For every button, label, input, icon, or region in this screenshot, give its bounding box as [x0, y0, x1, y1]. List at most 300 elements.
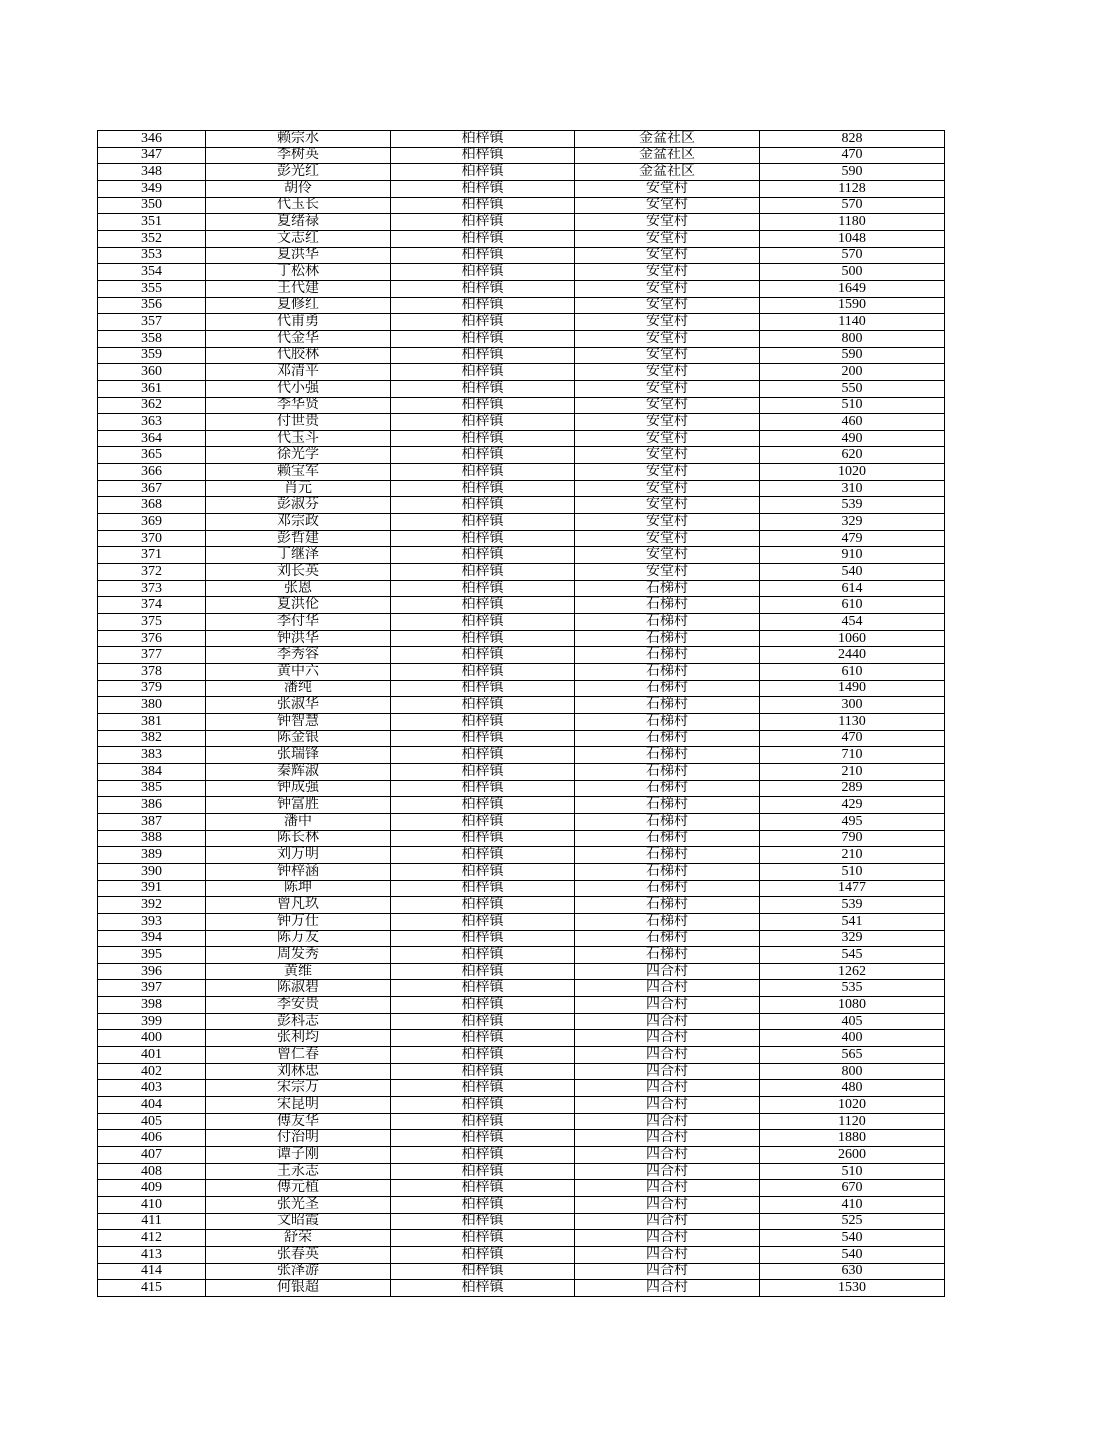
name-cell: 文志红	[206, 230, 391, 247]
town-cell: 柏梓镇	[391, 230, 575, 247]
town-cell: 柏梓镇	[391, 580, 575, 597]
village-cell: 安堂村	[575, 380, 760, 397]
name-cell: 肖元	[206, 480, 391, 497]
village-cell: 安堂村	[575, 214, 760, 231]
row-number-cell: 367	[98, 480, 206, 497]
village-cell: 四合村	[575, 1280, 760, 1297]
name-cell: 李安贵	[206, 997, 391, 1014]
amount-cell: 1649	[760, 280, 945, 297]
name-cell: 代金华	[206, 330, 391, 347]
town-cell: 柏梓镇	[391, 397, 575, 414]
name-cell: 代甫勇	[206, 314, 391, 331]
name-cell: 李华贤	[206, 397, 391, 414]
village-cell: 石梯村	[575, 813, 760, 830]
town-cell: 柏梓镇	[391, 780, 575, 797]
village-cell: 安堂村	[575, 397, 760, 414]
town-cell: 柏梓镇	[391, 614, 575, 631]
village-cell: 安堂村	[575, 180, 760, 197]
village-cell: 四合村	[575, 963, 760, 980]
row-number-cell: 352	[98, 230, 206, 247]
row-number-cell: 398	[98, 997, 206, 1014]
village-cell: 安堂村	[575, 464, 760, 481]
row-number-cell: 364	[98, 430, 206, 447]
table-row	[98, 280, 945, 297]
town-cell: 柏梓镇	[391, 480, 575, 497]
town-cell: 柏梓镇	[391, 147, 575, 164]
amount-cell: 800	[760, 330, 945, 347]
table-row	[98, 230, 945, 247]
row-number-cell: 391	[98, 880, 206, 897]
table-row	[98, 780, 945, 797]
amount-cell: 525	[760, 1213, 945, 1230]
town-cell: 柏梓镇	[391, 264, 575, 281]
town-cell: 柏梓镇	[391, 1163, 575, 1180]
town-cell: 柏梓镇	[391, 1130, 575, 1147]
town-cell: 柏梓镇	[391, 1246, 575, 1263]
village-cell: 安堂村	[575, 314, 760, 331]
row-number-cell: 409	[98, 1180, 206, 1197]
table-row	[98, 364, 945, 381]
village-cell: 石梯村	[575, 880, 760, 897]
row-number-cell: 397	[98, 980, 206, 997]
name-cell: 刘林忠	[206, 1063, 391, 1080]
town-cell: 柏梓镇	[391, 297, 575, 314]
village-cell: 石梯村	[575, 780, 760, 797]
town-cell: 柏梓镇	[391, 164, 575, 181]
amount-cell: 610	[760, 597, 945, 614]
row-number-cell: 362	[98, 397, 206, 414]
name-cell: 陈淑碧	[206, 980, 391, 997]
village-cell: 安堂村	[575, 280, 760, 297]
name-cell: 舒荣	[206, 1230, 391, 1247]
town-cell: 柏梓镇	[391, 414, 575, 431]
amount-cell: 510	[760, 863, 945, 880]
name-cell: 王代建	[206, 280, 391, 297]
row-number-cell: 411	[98, 1213, 206, 1230]
row-number-cell: 406	[98, 1130, 206, 1147]
row-number-cell: 401	[98, 1047, 206, 1064]
town-cell: 柏梓镇	[391, 1097, 575, 1114]
village-cell: 安堂村	[575, 430, 760, 447]
table-row	[98, 614, 945, 631]
amount-cell: 670	[760, 1180, 945, 1197]
name-cell: 李秀容	[206, 647, 391, 664]
name-cell: 何银超	[206, 1280, 391, 1297]
table-row	[98, 947, 945, 964]
village-cell: 四合村	[575, 1130, 760, 1147]
amount-cell: 2600	[760, 1147, 945, 1164]
row-number-cell: 399	[98, 1013, 206, 1030]
village-cell: 石梯村	[575, 897, 760, 914]
name-cell: 秦辉淑	[206, 763, 391, 780]
amount-cell: 1020	[760, 1097, 945, 1114]
town-cell: 柏梓镇	[391, 797, 575, 814]
village-cell: 安堂村	[575, 414, 760, 431]
town-cell: 柏梓镇	[391, 647, 575, 664]
town-cell: 柏梓镇	[391, 1113, 575, 1130]
town-cell: 柏梓镇	[391, 830, 575, 847]
table-row	[98, 1097, 945, 1114]
row-number-cell: 395	[98, 947, 206, 964]
name-cell: 张光圣	[206, 1197, 391, 1214]
village-cell: 四合村	[575, 1197, 760, 1214]
table-row	[98, 1130, 945, 1147]
town-cell: 柏梓镇	[391, 763, 575, 780]
amount-cell: 289	[760, 780, 945, 797]
amount-cell: 540	[760, 1246, 945, 1263]
village-cell: 石梯村	[575, 863, 760, 880]
name-cell: 张泽游	[206, 1263, 391, 1280]
amount-cell: 1048	[760, 230, 945, 247]
table-row	[98, 314, 945, 331]
amount-cell: 1880	[760, 1130, 945, 1147]
town-cell: 柏梓镇	[391, 997, 575, 1014]
town-cell: 柏梓镇	[391, 330, 575, 347]
amount-cell: 620	[760, 447, 945, 464]
town-cell: 柏梓镇	[391, 664, 575, 681]
name-cell: 彭光红	[206, 164, 391, 181]
row-number-cell: 412	[98, 1230, 206, 1247]
table-row	[98, 380, 945, 397]
amount-cell: 540	[760, 564, 945, 581]
village-cell: 石梯村	[575, 847, 760, 864]
table-row	[98, 214, 945, 231]
town-cell: 柏梓镇	[391, 1063, 575, 1080]
village-cell: 安堂村	[575, 264, 760, 281]
row-number-cell: 354	[98, 264, 206, 281]
table-row	[98, 330, 945, 347]
name-cell: 夏修红	[206, 297, 391, 314]
village-cell: 石梯村	[575, 730, 760, 747]
amount-cell: 310	[760, 480, 945, 497]
amount-cell: 710	[760, 747, 945, 764]
village-cell: 四合村	[575, 1063, 760, 1080]
row-number-cell: 382	[98, 730, 206, 747]
row-number-cell: 359	[98, 347, 206, 364]
row-number-cell: 366	[98, 464, 206, 481]
row-number-cell: 348	[98, 164, 206, 181]
village-cell: 四合村	[575, 1213, 760, 1230]
name-cell: 赖宗水	[206, 131, 391, 148]
row-number-cell: 370	[98, 530, 206, 547]
table-row	[98, 997, 945, 1014]
table-row	[98, 813, 945, 830]
amount-cell: 480	[760, 1080, 945, 1097]
amount-cell: 210	[760, 847, 945, 864]
row-number-cell: 357	[98, 314, 206, 331]
table-row	[98, 680, 945, 697]
row-number-cell: 346	[98, 131, 206, 148]
row-number-cell: 373	[98, 580, 206, 597]
table-row	[98, 430, 945, 447]
row-number-cell: 378	[98, 664, 206, 681]
town-cell: 柏梓镇	[391, 280, 575, 297]
table-row	[98, 397, 945, 414]
town-cell: 柏梓镇	[391, 514, 575, 531]
name-cell: 夏洪华	[206, 247, 391, 264]
name-cell: 王永志	[206, 1163, 391, 1180]
name-cell: 钟成强	[206, 780, 391, 797]
village-cell: 四合村	[575, 1147, 760, 1164]
row-number-cell: 355	[98, 280, 206, 297]
row-number-cell: 405	[98, 1113, 206, 1130]
village-cell: 安堂村	[575, 497, 760, 514]
village-cell: 石梯村	[575, 697, 760, 714]
town-cell: 柏梓镇	[391, 947, 575, 964]
row-number-cell: 377	[98, 647, 206, 664]
amount-cell: 1262	[760, 963, 945, 980]
town-cell: 柏梓镇	[391, 713, 575, 730]
table-row	[98, 180, 945, 197]
row-number-cell: 347	[98, 147, 206, 164]
town-cell: 柏梓镇	[391, 697, 575, 714]
table-row	[98, 913, 945, 930]
amount-cell: 329	[760, 930, 945, 947]
town-cell: 柏梓镇	[391, 913, 575, 930]
amount-cell: 1060	[760, 630, 945, 647]
town-cell: 柏梓镇	[391, 963, 575, 980]
row-number-cell: 410	[98, 1197, 206, 1214]
amount-cell: 329	[760, 514, 945, 531]
town-cell: 柏梓镇	[391, 1013, 575, 1030]
table-row	[98, 497, 945, 514]
amount-cell: 460	[760, 414, 945, 431]
town-cell: 柏梓镇	[391, 880, 575, 897]
town-cell: 柏梓镇	[391, 747, 575, 764]
row-number-cell: 351	[98, 214, 206, 231]
amount-cell: 479	[760, 530, 945, 547]
table-row	[98, 1013, 945, 1030]
name-cell: 刘万明	[206, 847, 391, 864]
town-cell: 柏梓镇	[391, 980, 575, 997]
name-cell: 钟智慧	[206, 713, 391, 730]
row-number-cell: 363	[98, 414, 206, 431]
village-cell: 石梯村	[575, 614, 760, 631]
table-row	[98, 664, 945, 681]
amount-cell: 910	[760, 547, 945, 564]
village-cell: 安堂村	[575, 564, 760, 581]
name-cell: 代小强	[206, 380, 391, 397]
village-cell: 安堂村	[575, 480, 760, 497]
village-cell: 安堂村	[575, 514, 760, 531]
village-cell: 四合村	[575, 1163, 760, 1180]
row-number-cell: 349	[98, 180, 206, 197]
amount-cell: 510	[760, 1163, 945, 1180]
name-cell: 黄中六	[206, 664, 391, 681]
village-cell: 石梯村	[575, 797, 760, 814]
town-cell: 柏梓镇	[391, 863, 575, 880]
row-number-cell: 360	[98, 364, 206, 381]
amount-cell: 1130	[760, 713, 945, 730]
name-cell: 夏洪伦	[206, 597, 391, 614]
town-cell: 柏梓镇	[391, 1263, 575, 1280]
town-cell: 柏梓镇	[391, 597, 575, 614]
table-row	[98, 1147, 945, 1164]
village-cell: 石梯村	[575, 647, 760, 664]
name-cell: 张春英	[206, 1246, 391, 1263]
amount-cell: 1530	[760, 1280, 945, 1297]
row-number-cell: 386	[98, 797, 206, 814]
name-cell: 张瑞锋	[206, 747, 391, 764]
town-cell: 柏梓镇	[391, 730, 575, 747]
name-cell: 宋宗万	[206, 1080, 391, 1097]
table-row	[98, 414, 945, 431]
name-cell: 周发秀	[206, 947, 391, 964]
village-cell: 四合村	[575, 1246, 760, 1263]
name-cell: 黄维	[206, 963, 391, 980]
name-cell: 曾仁春	[206, 1047, 391, 1064]
row-number-cell: 361	[98, 380, 206, 397]
village-cell: 金盆社区	[575, 164, 760, 181]
village-cell: 四合村	[575, 980, 760, 997]
town-cell: 柏梓镇	[391, 497, 575, 514]
village-cell: 石梯村	[575, 930, 760, 947]
name-cell: 宋昆明	[206, 1097, 391, 1114]
village-cell: 四合村	[575, 1097, 760, 1114]
amount-cell: 828	[760, 131, 945, 148]
amount-cell: 500	[760, 264, 945, 281]
row-number-cell: 353	[98, 247, 206, 264]
amount-cell: 800	[760, 1063, 945, 1080]
amount-cell: 614	[760, 580, 945, 597]
amount-cell: 535	[760, 980, 945, 997]
village-cell: 四合村	[575, 1180, 760, 1197]
village-cell: 金盆社区	[575, 131, 760, 148]
table-row	[98, 447, 945, 464]
row-number-cell: 385	[98, 780, 206, 797]
row-number-cell: 414	[98, 1263, 206, 1280]
town-cell: 柏梓镇	[391, 247, 575, 264]
table-row	[98, 247, 945, 264]
table-row	[98, 1263, 945, 1280]
row-number-cell: 392	[98, 897, 206, 914]
town-cell: 柏梓镇	[391, 897, 575, 914]
amount-cell: 300	[760, 697, 945, 714]
village-cell: 安堂村	[575, 330, 760, 347]
table-row	[98, 1280, 945, 1297]
row-number-cell: 390	[98, 863, 206, 880]
town-cell: 柏梓镇	[391, 380, 575, 397]
table-row	[98, 1047, 945, 1064]
name-cell: 彭科志	[206, 1013, 391, 1030]
row-number-cell: 376	[98, 630, 206, 647]
name-cell: 潘中	[206, 813, 391, 830]
town-cell: 柏梓镇	[391, 430, 575, 447]
table-row	[98, 1230, 945, 1247]
village-cell: 安堂村	[575, 347, 760, 364]
row-number-cell: 358	[98, 330, 206, 347]
name-cell: 丁继泽	[206, 547, 391, 564]
amount-cell: 200	[760, 364, 945, 381]
amount-cell: 570	[760, 197, 945, 214]
name-cell: 邓宗政	[206, 514, 391, 531]
amount-cell: 1020	[760, 464, 945, 481]
table-row	[98, 1163, 945, 1180]
name-cell: 夏绪禄	[206, 214, 391, 231]
village-cell: 石梯村	[575, 763, 760, 780]
town-cell: 柏梓镇	[391, 930, 575, 947]
table-row	[98, 1113, 945, 1130]
amount-cell: 470	[760, 730, 945, 747]
amount-cell: 1128	[760, 180, 945, 197]
amount-cell: 429	[760, 797, 945, 814]
village-cell: 安堂村	[575, 547, 760, 564]
amount-cell: 790	[760, 830, 945, 847]
table-row	[98, 1180, 945, 1197]
name-cell: 李付华	[206, 614, 391, 631]
table-row	[98, 897, 945, 914]
name-cell: 陈万友	[206, 930, 391, 947]
row-number-cell: 387	[98, 813, 206, 830]
town-cell: 柏梓镇	[391, 564, 575, 581]
amount-cell: 590	[760, 347, 945, 364]
amount-cell: 565	[760, 1047, 945, 1064]
data-table	[97, 130, 945, 1297]
village-cell: 四合村	[575, 1263, 760, 1280]
village-cell: 四合村	[575, 1030, 760, 1047]
amount-cell: 550	[760, 380, 945, 397]
table-row	[98, 847, 945, 864]
name-cell: 陈金银	[206, 730, 391, 747]
row-number-cell: 384	[98, 763, 206, 780]
amount-cell: 570	[760, 247, 945, 264]
village-cell: 石梯村	[575, 830, 760, 847]
amount-cell: 490	[760, 430, 945, 447]
town-cell: 柏梓镇	[391, 464, 575, 481]
village-cell: 安堂村	[575, 247, 760, 264]
town-cell: 柏梓镇	[391, 1230, 575, 1247]
table-row	[98, 1063, 945, 1080]
table-row	[98, 980, 945, 997]
table-row	[98, 863, 945, 880]
name-cell: 丁松林	[206, 264, 391, 281]
village-cell: 四合村	[575, 1113, 760, 1130]
table-row	[98, 830, 945, 847]
table-row	[98, 730, 945, 747]
village-cell: 四合村	[575, 1047, 760, 1064]
name-cell: 付治明	[206, 1130, 391, 1147]
table-row	[98, 630, 945, 647]
village-cell: 安堂村	[575, 447, 760, 464]
row-number-cell: 369	[98, 514, 206, 531]
row-number-cell: 393	[98, 913, 206, 930]
table-row	[98, 147, 945, 164]
amount-cell: 495	[760, 813, 945, 830]
village-cell: 石梯村	[575, 597, 760, 614]
town-cell: 柏梓镇	[391, 630, 575, 647]
name-cell: 曾凡玖	[206, 897, 391, 914]
table-row	[98, 580, 945, 597]
name-cell: 钟梓涵	[206, 863, 391, 880]
amount-cell: 405	[760, 1013, 945, 1030]
amount-cell: 1180	[760, 214, 945, 231]
amount-cell: 541	[760, 913, 945, 930]
row-number-cell: 356	[98, 297, 206, 314]
town-cell: 柏梓镇	[391, 1213, 575, 1230]
town-cell: 柏梓镇	[391, 180, 575, 197]
village-cell: 四合村	[575, 1080, 760, 1097]
village-cell: 安堂村	[575, 297, 760, 314]
name-cell: 谭子刚	[206, 1147, 391, 1164]
table-row	[98, 1246, 945, 1263]
name-cell: 陈长林	[206, 830, 391, 847]
row-number-cell: 394	[98, 930, 206, 947]
row-number-cell: 380	[98, 697, 206, 714]
row-number-cell: 396	[98, 963, 206, 980]
row-number-cell: 403	[98, 1080, 206, 1097]
town-cell: 柏梓镇	[391, 530, 575, 547]
row-number-cell: 408	[98, 1163, 206, 1180]
